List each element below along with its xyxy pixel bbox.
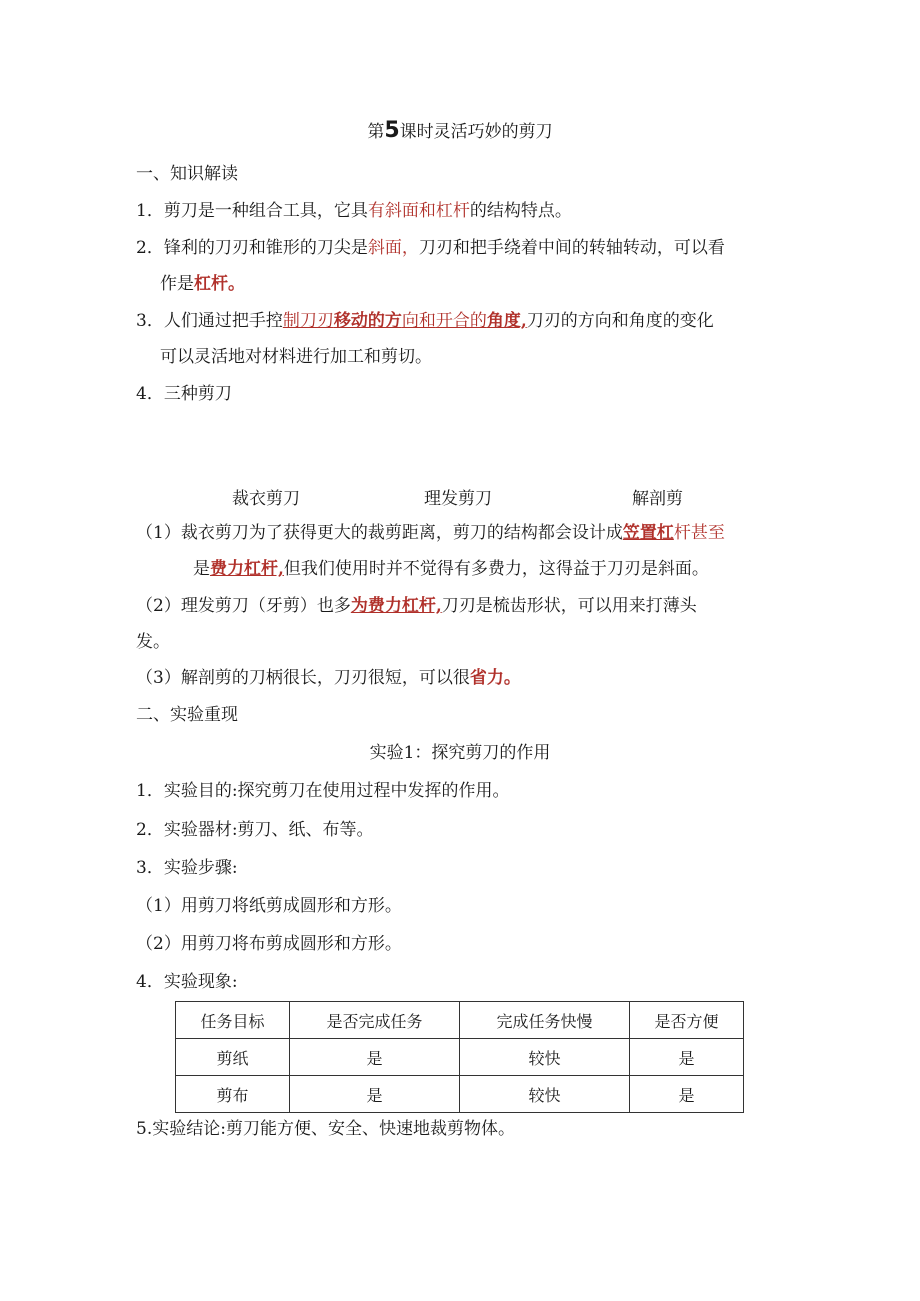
highlight: 为费力杠杆,: [350, 596, 442, 616]
sub-item-2: [136, 595, 697, 617]
scissors-label: 理发剪刀: [424, 489, 492, 509]
highlight: 斜面，: [367, 238, 419, 258]
sub-item-3: [136, 667, 521, 689]
text: 2．锋利的刀刃和锥形的刀尖是: [136, 238, 368, 258]
highlight: 制刀刃: [282, 311, 334, 331]
experiment-step-1: （1）用剪刀将纸剪成圆形和方形。: [136, 896, 402, 916]
text: 作是: [160, 274, 194, 294]
text: 刀刃的方向和角度的变化: [526, 311, 714, 331]
highlight: 杠杆。: [194, 274, 245, 294]
sub-item-2-cont: 发。: [136, 632, 170, 652]
experiment-item-4: 4．实验现象:: [136, 972, 238, 992]
text: 是: [193, 559, 210, 579]
table-header: 是否完成任务: [289, 1002, 459, 1039]
experiment-item-5: 5.实验结论:剪刀能方便、安全、快速地裁剪物体。: [136, 1119, 515, 1139]
table-header: 任务目标: [176, 1002, 290, 1039]
experiment-item-2: 2．实验器材:剪刀、纸、布等。: [136, 820, 374, 840]
table-cell: 是: [630, 1076, 744, 1113]
knowledge-item-1: [136, 200, 572, 222]
text: （2）理发剪刀（牙剪）也多: [136, 596, 351, 616]
section1-heading: 一、知识解读: [136, 164, 238, 184]
table-cell: 剪布: [176, 1076, 290, 1113]
sub-item-1: [136, 522, 725, 544]
highlight: 有斜面和杠杆: [367, 201, 470, 221]
title-prefix: 第: [367, 122, 385, 142]
highlight: 杆甚至: [673, 523, 725, 543]
table-row: [176, 1039, 744, 1076]
text: （1）裁衣剪刀为了获得更大的裁剪距离，剪刀的结构都会设计成: [136, 523, 623, 543]
highlight: 费力杠杆,: [210, 559, 284, 579]
page-title: [0, 120, 920, 143]
title-text: 课时灵活巧妙的剪刀: [399, 122, 553, 142]
table-header-row: [176, 1002, 744, 1039]
table-cell: 剪纸: [176, 1039, 290, 1076]
experiment-step-2: （2）用剪刀将布剪成圆形和方形。: [136, 934, 402, 954]
knowledge-item-3: [136, 310, 714, 332]
table-cell: 是: [630, 1039, 744, 1076]
experiment-item-3: 3．实验步骤:: [136, 858, 238, 878]
scissors-labels: [0, 488, 920, 510]
table-cell: 较快: [459, 1039, 629, 1076]
table-cell: 是: [289, 1076, 459, 1113]
results-table: [175, 1001, 744, 1113]
experiment-title: 实验1：探究剪刀的作用: [369, 743, 551, 763]
title-number: 5: [384, 118, 400, 143]
text: 的结构特点。: [469, 201, 572, 221]
text: （3）解剖剪的刀柄很长，刀刃很短，可以很: [136, 668, 470, 688]
section2-heading: 二、实验重现: [136, 705, 238, 725]
knowledge-item-2: [136, 237, 725, 259]
text: 3．人们通过把手控: [136, 311, 283, 331]
text: 但我们使用时并不觉得有多费力，这得益于刀刃是斜面。: [283, 559, 709, 579]
sub-item-1-cont: [193, 558, 709, 580]
highlight: 笠置杠: [622, 523, 674, 543]
scissors-label: 裁衣剪刀: [232, 489, 300, 509]
table-cell: 是: [289, 1039, 459, 1076]
highlight: 向和: [401, 311, 436, 331]
highlight: 角度,: [486, 311, 527, 331]
table-row: [176, 1076, 744, 1113]
scissors-label: 解剖剪: [632, 489, 683, 509]
table-header: 完成任务快慢: [459, 1002, 629, 1039]
highlight: 省力。: [469, 668, 521, 688]
text: 1．剪刀是一种组合工具，它具: [136, 201, 368, 221]
highlight: 移动的方: [333, 311, 402, 331]
text: 刀刃是梳齿形状，可以用来打薄头: [441, 596, 697, 616]
table-header: 是否方便: [630, 1002, 744, 1039]
highlight: 开合的: [435, 311, 487, 331]
knowledge-item-3-cont: 可以灵活地对材料进行加工和剪切。: [160, 347, 432, 367]
experiment-item-1: 1．实验目的:探究剪刀在使用过程中发挥的作用。: [136, 781, 510, 801]
knowledge-item-2-cont: [160, 273, 245, 295]
table-cell: 较快: [459, 1076, 629, 1113]
knowledge-item-4: 4．三种剪刀: [136, 384, 232, 404]
text: 刀刃和把手绕着中间的转轴转动，可以看: [418, 238, 725, 258]
